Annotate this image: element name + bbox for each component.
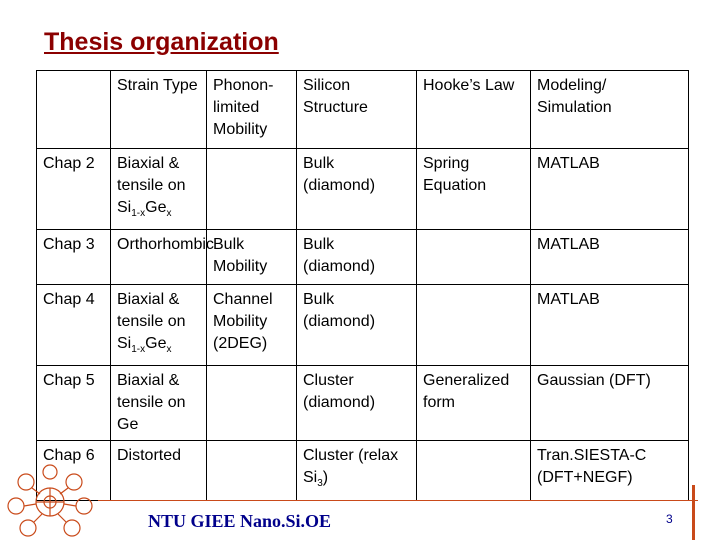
hooke-cell: [417, 285, 531, 366]
subscript: x: [166, 208, 172, 220]
mobility-cell: [207, 441, 297, 500]
model-cell: MATLAB: [531, 149, 689, 230]
structure-cell: Bulk (diamond): [297, 285, 417, 366]
structure-cell: [297, 441, 417, 500]
subscript: 3: [317, 478, 323, 490]
header-strain-type: Strain Type: [111, 71, 207, 149]
table-row: [37, 149, 689, 230]
strain-type-cell: [111, 285, 207, 366]
strain-type-cell: [111, 149, 207, 230]
header-modeling-simulation: Modeling/ Simulation: [531, 71, 689, 149]
structure-cell: Cluster (diamond): [297, 366, 417, 441]
chap-label: Chap 5: [37, 366, 111, 441]
model-cell: MATLAB: [531, 285, 689, 366]
hooke-cell: Generalized form: [417, 366, 531, 441]
table-row: [37, 441, 689, 500]
hooke-cell: Spring Equation: [417, 149, 531, 230]
structure-cell: Bulk (diamond): [297, 149, 417, 230]
header-hookes-law: Hooke’s Law: [417, 71, 531, 149]
structure-text: Cluster (relax Si: [303, 447, 399, 487]
nano-si-oe-logo-icon: [2, 462, 98, 540]
hooke-cell: [417, 441, 531, 500]
strain-text: Biaxial & tensile on Si: [117, 155, 186, 216]
subscript: 1-x: [131, 208, 146, 220]
structure-cell: Bulk (diamond): [297, 230, 417, 285]
structure-text: ): [322, 469, 329, 487]
footer-accent-bar: [692, 485, 695, 540]
chap-label: Chap 2: [37, 149, 111, 230]
strain-type-cell: Distorted: [111, 441, 207, 500]
mobility-cell: Channel Mobility (2DEG): [207, 285, 297, 366]
table-row: [37, 230, 689, 285]
table-row: [37, 366, 689, 441]
subscript: 1-x: [131, 344, 146, 356]
model-cell: Tran.SIESTA-C (DFT+NEGF): [531, 441, 689, 500]
mobility-cell: Bulk Mobility: [207, 230, 297, 285]
page-number: 3: [666, 512, 673, 526]
header-silicon-structure: Silicon Structure: [297, 71, 417, 149]
strain-type-cell: Orthorhombic: [111, 230, 207, 285]
footer-divider: [98, 500, 698, 501]
mobility-cell: [207, 366, 297, 441]
strain-type-cell: Biaxial & tensile on Ge: [111, 366, 207, 441]
chap-label: Chap 4: [37, 285, 111, 366]
strain-text: Biaxial & tensile on Si: [117, 291, 186, 353]
chap-label: Chap 6: [37, 441, 111, 500]
model-cell: MATLAB: [531, 230, 689, 285]
header-cell-empty: [37, 71, 111, 149]
subscript: x: [166, 344, 172, 356]
mobility-cell: [207, 149, 297, 230]
table-header-row: [37, 71, 689, 149]
chap-label: Chap 3: [37, 230, 111, 285]
hooke-cell: [417, 230, 531, 285]
header-phonon-mobility: Phonon-limited Mobility: [207, 71, 297, 149]
strain-text: Ge: [145, 335, 167, 353]
footer-text: NTU GIEE Nano.Si.OE: [148, 511, 332, 531]
thesis-table: [36, 70, 689, 501]
model-cell: Gaussian (DFT): [531, 366, 689, 441]
strain-text: Ge: [145, 199, 167, 216]
page-title: Thesis organization: [44, 28, 279, 56]
table-row: [37, 285, 689, 366]
